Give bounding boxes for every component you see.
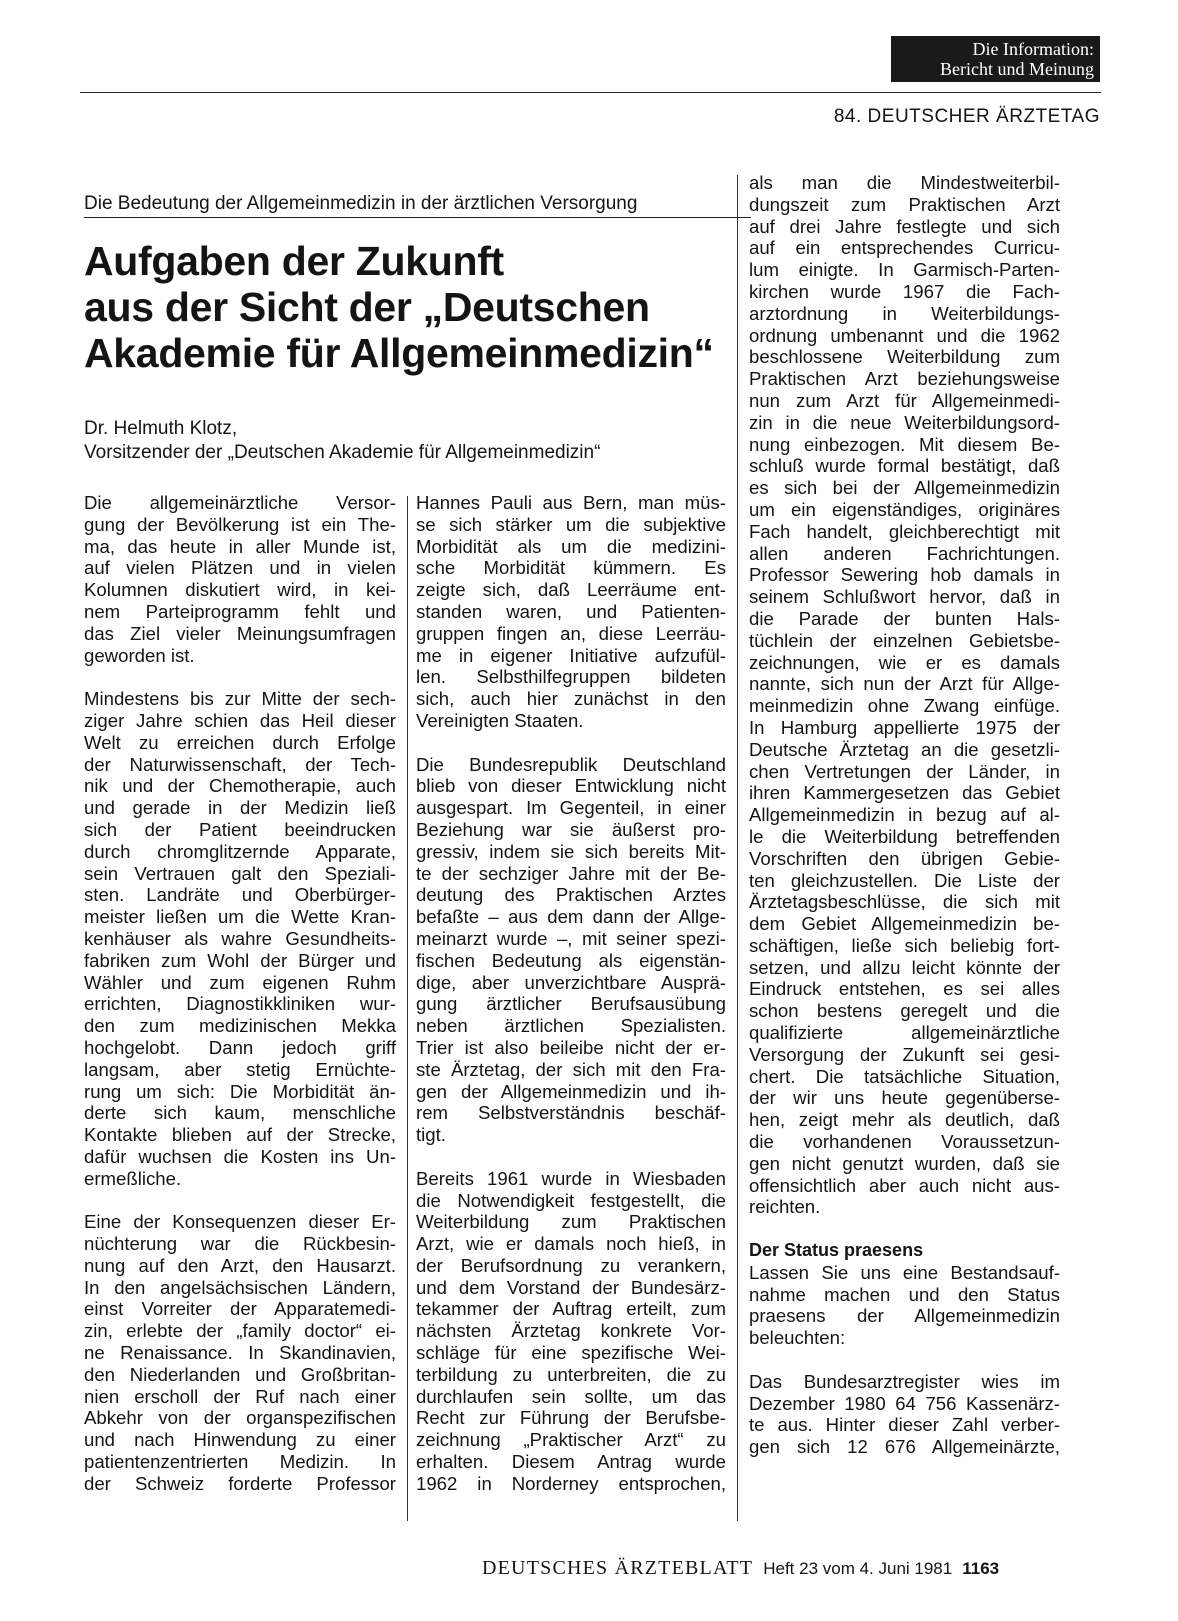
text-column-1 [84,492,396,1495]
text-line: erhalten. Diesem Antrag wurde [416,1451,726,1473]
text-line: zin in die neue Weiterbildungsord- [749,411,1060,433]
text-line: lum einigte. In Garmisch-Parten- [749,259,1060,281]
text-line: Die allgemeinärztliche Versor- [84,492,396,513]
text-line: ne Renaissance. In Skandinavien, [84,1342,396,1364]
text-line: gen nicht genutzt wurden, daß sie [749,1152,1060,1174]
text-line: Eindruck entstehen, es sei alles [749,978,1060,1000]
text-line: sein Vertrauen galt den Speziali- [84,862,396,884]
text-line: tekammer der Auftrag erteilt, zum [416,1298,726,1320]
text-line: beschlossene Weiterbildung zum [749,346,1060,368]
text-line: schon bestens geregelt und die [749,1000,1060,1022]
text-line: Vereinigten Staaten. [416,709,584,731]
text-line: nung einbezogen. Mit diesem Be- [749,433,1060,455]
text-line: fischen Bedeutung als eigenstän- [416,949,726,971]
text-line: auf ein entsprechendes Curricu- [749,237,1060,259]
badge-line-1: Die Information: [972,39,1094,59]
text-line: reichten. [749,1196,821,1218]
text-line: nun zum Arzt für Allgemeinmedi- [749,389,1060,411]
text-line: nüchterung war die Rückbesin- [84,1233,396,1255]
text-line: ausgespart. Im Gegenteil, in einer [416,797,726,819]
text-line: te der sechziger Jahre mit der Be- [416,862,726,884]
text-line: errichten, Diagnostikkliniken wur- [84,993,396,1015]
text-line: 1962 in Norderney entsprochen, [416,1472,726,1494]
text-line: Fach handelt, gleichberechtigt mit [749,520,1060,542]
text-line: sten. Landräte und Oberbürger- [84,884,396,906]
text-line: Welt zu erreichen durch Erfolge [84,731,396,753]
text-line: te aus. Hinter dieser Zahl verber- [749,1414,1060,1436]
text-line: blieb von dieser Entwicklung nicht [416,775,726,797]
headline-line: Aufgaben der Zukunft [84,238,504,284]
text-line: nung auf den Arzt, den Hausarzt. [84,1254,396,1276]
text-line: standen waren, und Patienten- [416,600,726,622]
paragraph-gap [749,1218,1060,1240]
text-line: Dezember 1980 64 756 Kassenärz- [749,1392,1060,1414]
text-line: befaßte – aus dem dann der Allge- [416,906,726,928]
article-headline [84,238,754,376]
text-line: Versorgung der Zukunft sei gesi- [749,1043,1060,1065]
text-line: ste Ärztetag, der sich mit den Fra- [416,1058,726,1080]
text-line: Ärztetagsbeschlüsse, die sich mit [749,891,1060,913]
text-line: gruppen fingen an, diese Leerräu- [416,622,726,644]
text-line: dem Gebiet Allgemeinmedizin be- [749,913,1060,935]
text-line: zeigte sich, daß Leerräume ent- [416,579,726,601]
text-line: einst Vorreiter der Apparatemedi- [84,1298,396,1320]
badge-line-2: Bericht und Meinung [940,59,1094,79]
text-line: sich der Patient beeindrucken [84,818,396,840]
text-line: chert. Die tatsächliche Situation, [749,1065,1060,1087]
text-line: Eine der Konsequenzen dieser Er- [84,1211,396,1233]
text-line: und nach Hinwendung zu einer [84,1429,396,1451]
text-line: nahme machen und den Status [749,1283,1060,1305]
text-line: den zum medizinischen Mekka [84,1015,396,1037]
text-line: tüchlein der einzelnen Gebietsbe- [749,629,1060,651]
text-line: Das Bundesarztregister wies im [749,1370,1060,1392]
text-line: In Hamburg appellierte 1975 der [749,716,1060,738]
text-column-3 [749,172,1060,1458]
text-line: Arzt, wie er damals noch hieß, in [416,1233,726,1255]
headline-line: aus der Sicht der „Deutschen [84,284,650,330]
text-line: nannte, sich nun der Arzt für Allge- [749,673,1060,695]
text-column-2 [416,492,726,1495]
paragraph-gap [84,666,396,688]
text-line: meinarzt wurde –, mit seiner spezi- [416,927,726,949]
paragraph-gap [416,1146,726,1168]
text-line: der wir uns heute gegenüberse- [749,1087,1060,1109]
text-line: Kolumnen diskutiert wird, in kei- [84,579,396,601]
text-line: tigt. [416,1124,446,1146]
text-line: gen der Allgemeinmedizin und ih- [416,1080,726,1102]
text-line: langsam, aber stetig Ernüchte- [84,1058,396,1080]
text-line: nien erscholl der Ruf nach einer [84,1385,396,1407]
header-rule [80,92,1101,93]
text-line: Allgemeinmedizin in bezug auf al- [749,804,1060,826]
text-line: Praktischen Arzt beziehungsweise [749,368,1060,390]
text-line: gung ärztlicher Berufsausübung [416,993,726,1015]
text-line: um ein eigenständiges, originäres [749,498,1060,520]
headline-line: Akademie für Allgemeinmedizin“ [84,330,714,376]
text-line: Recht zur Führung der Berufsbe- [416,1407,726,1429]
text-line: nik und der Chemotherapie, auch [84,775,396,797]
text-line: Beziehung war sie äußerst pro- [416,818,726,840]
text-line: auf drei Jahre festlegte und sich [749,215,1060,237]
column-divider [737,175,738,1521]
text-line: arztordnung in Weiterbildungs- [749,302,1060,324]
text-line: Wähler und zum eigenen Ruhm [84,971,396,993]
text-line: Abkehr von der organspezifischen [84,1407,396,1429]
text-line: sich, auch hier zunächst in den [416,688,726,710]
text-line: nem Parteiprogramm fehlt und [84,600,396,622]
text-line: ihren Kammergesetzen das Gebiet [749,782,1060,804]
text-line: fabriken zum Wohl der Bürger und [84,949,396,971]
text-line: ten gleichzustellen. Die Liste der [749,869,1060,891]
text-line: beleuchten: [749,1327,846,1349]
text-line: qualifizierte allgemeinärztliche [749,1022,1060,1044]
text-line: Weiterbildung zum Praktischen [416,1211,726,1233]
subheading: Der Status praesens [749,1240,924,1261]
text-line: auf vielen Plätzen und in vielen [84,557,396,579]
text-line: Deutsche Ärztetag an die gesetzli- [749,738,1060,760]
text-line: neben ärztlichen Spezialisten. [416,1015,726,1037]
text-line: Professor Sewering hob damals in [749,564,1060,586]
text-line: kenhäuser als wahre Gesundheits- [84,927,396,949]
author-block [84,417,600,465]
section-badge [891,36,1100,82]
text-line: zin, erlebte der „family doctor“ ei- [84,1320,396,1342]
text-line: patientenzentrierten Medizin. In [84,1451,396,1473]
text-line: me in eigener Initiative aufzufül- [416,644,726,666]
text-line: durch chromglitzernde Apparate, [84,840,396,862]
text-line: seinem Schlußwort hervor, daß in [749,586,1060,608]
text-line: den Niederlanden und Großbritan- [84,1363,396,1385]
text-line: schluß wurde formal bestätigt, daß [749,455,1060,477]
text-line: der Berufsordnung zu verankern, [416,1254,726,1276]
author-name: Dr. Helmuth Klotz, [84,418,238,439]
text-line: die Notwendigkeit festgestellt, die [416,1189,726,1211]
text-line: offensichtlich aber auch nicht aus- [749,1174,1060,1196]
text-line: schäftigen, ließe sich beliebig fort- [749,934,1060,956]
text-line: Vorschriften den übrigen Gebie- [749,847,1060,869]
text-line: und dem Vorstand der Bundesärz- [416,1276,726,1298]
text-line: zeichnung „Praktischer Arzt“ zu [416,1429,726,1451]
text-line: rung um sich: Die Morbidität än- [84,1080,396,1102]
text-line: kirchen wurde 1967 die Fach- [749,280,1060,302]
text-line: terbildung zu unterbreiten, die zu [416,1363,726,1385]
text-line: sche Morbidität kümmern. Es [416,557,726,579]
text-line: als man die Mindestweiterbil- [749,172,1060,193]
text-line: gressiv, indem sie sich bereits Mit- [416,840,726,862]
text-line: allen anderen Fachrichtungen. [749,542,1060,564]
text-line: durchlaufen sein sollte, um das [416,1385,726,1407]
text-line: le die Weiterbildung betreffenden [749,825,1060,847]
text-line: das Ziel vieler Meinungsumfragen [84,622,396,644]
text-line: dige, aber unverzichtbare Ausprä- [416,971,726,993]
text-line: Kontakte blieben auf der Strecke, [84,1124,396,1146]
text-line: meinmedizin ohne Zwang einfüge. [749,695,1060,717]
text-line: Bereits 1961 wurde in Wiesbaden [416,1167,726,1189]
text-line: setzen, und allzu leicht könnte der [749,956,1060,978]
text-line: Morbidität als um die medizini- [416,535,726,557]
text-line: Hannes Pauli aus Bern, man müs- [416,492,726,513]
text-line: deutung des Praktischen Arztes [416,884,726,906]
text-line: dafür wuchsen die Kosten ins Un- [84,1145,396,1167]
section-label: 84. DEUTSCHER ÄRZTETAG [833,106,1100,127]
paragraph-gap [416,732,726,754]
text-line: praesens der Allgemeinmedizin [749,1305,1060,1327]
text-line: hen, zeigt mehr als deutlich, daß [749,1109,1060,1131]
text-line: der Naturwissenschaft, der Tech- [84,753,396,775]
paragraph-gap [84,1190,396,1212]
author-role: Vorsitzender der „Deutschen Akademie für Allgemeinmedizin“ [84,442,601,463]
text-line: ma, das heute in aller Munde ist, [84,535,396,557]
text-line: schläge für eine spezifische Wei- [416,1342,726,1364]
text-line: len. Selbsthilfegruppen bildeten [416,666,726,688]
text-line: nächsten Ärztetag konkrete Vor- [416,1320,726,1342]
text-line: gen sich 12 676 Allgemeinärzte, [749,1436,1060,1458]
text-line: zeichnungen, wie er es damals [749,651,1060,673]
text-line: Trier ist also beileibe nicht der er- [416,1036,726,1058]
text-line: gung der Bevölkerung ist ein The- [84,513,396,535]
text-line: die vorhandenen Voraussetzun- [749,1131,1060,1153]
text-line: Die Bundesrepublik Deutschland [416,753,726,775]
text-line: meister ließen um die Wette Kran- [84,906,396,928]
text-line: Lassen Sie uns eine Bestandsauf- [749,1261,1060,1283]
text-line: ordnung umbenannt und die 1962 [749,324,1060,346]
text-line: In den angelsächsischen Ländern, [84,1276,396,1298]
issue-info: Heft 23 vom 4. Juni 1981 [763,1559,953,1578]
text-line: derte sich kaum, menschliche [84,1102,396,1124]
text-line: der Schweiz forderte Professor [84,1472,396,1494]
text-line: chen Vertretungen der Länder, in [749,760,1060,782]
text-line: ziger Jahre schien das Heil dieser [84,709,396,731]
text-line: und gerade in der Medizin ließ [84,797,396,819]
text-line: ermeßliche. [84,1167,182,1189]
text-line: Mindestens bis zur Mitte der sech- [84,688,396,710]
column-divider [407,496,408,1521]
text-line: es sich bei der Allgemeinmedizin [749,477,1060,499]
text-line: rem Selbstverständnis beschäf- [416,1102,726,1124]
page-number: 1163 [962,1559,1000,1578]
journal-name: DEUTSCHES ÄRZTEBLATT [482,1557,754,1579]
text-line: geworden ist. [84,644,195,666]
text-line: se sich stärker um die subjektive [416,513,726,535]
text-line: die Parade der bunten Hals- [749,607,1060,629]
page-footer [482,1557,999,1580]
paragraph-gap [749,1349,1060,1371]
text-line: dungszeit zum Praktischen Arzt [749,193,1060,215]
article-kicker: Die Bedeutung der Allgemeinmedizin in der ärztlichen Versorgung [84,193,751,218]
text-line: hochgelobt. Dann jedoch griff [84,1036,396,1058]
